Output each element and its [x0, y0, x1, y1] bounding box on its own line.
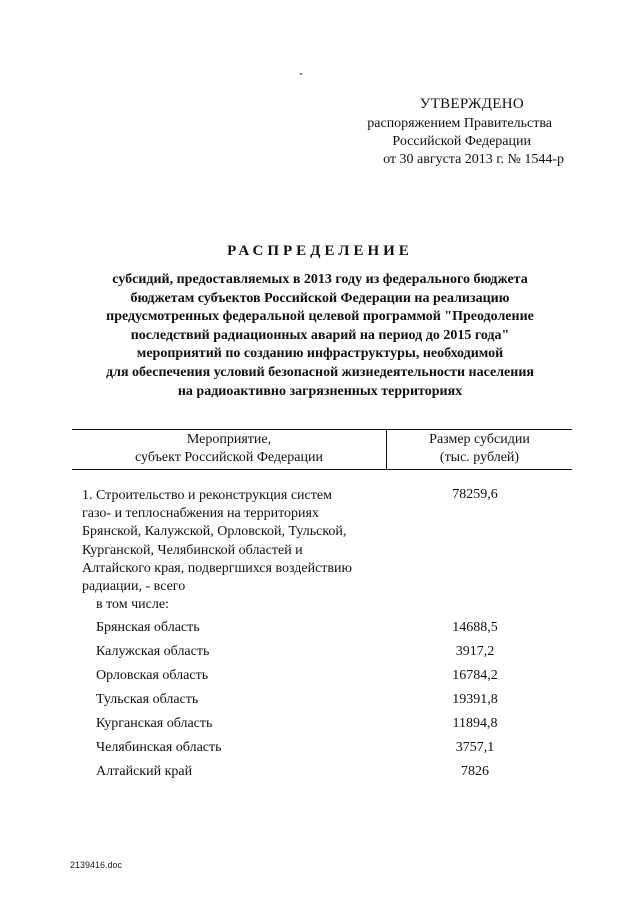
main-item-line: 1. Строительство и реконструкция систем: [82, 488, 332, 503]
row-region-name: Челябинская область: [96, 740, 222, 755]
file-name-footer: 2139416.doc: [70, 860, 123, 870]
main-item-line: радиации, - всего: [82, 579, 186, 595]
row-region-name: Калужская область: [96, 644, 210, 659]
table-row: [96, 692, 566, 712]
header-activity-line-2: субъект Российской Федерации: [135, 450, 323, 465]
row-subsidy-value: 16784,2: [452, 668, 498, 683]
main-item-line: Брянской, Калужской, Орловской, Тульской,: [82, 524, 347, 540]
table-row: [96, 764, 566, 784]
including-label: в том числе:: [96, 597, 169, 612]
table-row: [96, 644, 566, 664]
table-row: [96, 740, 566, 760]
row-subsidy-value: 14688,5: [452, 620, 498, 635]
row-region-name: Курганская область: [96, 716, 213, 731]
row-subsidy-value: 3757,1: [455, 740, 495, 755]
main-item-value: 78259,6: [452, 487, 498, 502]
row-subsidy-value: 7826: [461, 764, 489, 779]
row-region-name: Орловская область: [96, 668, 209, 683]
row-subsidy-value: 19391,8: [452, 692, 498, 707]
table-row: [96, 668, 566, 688]
table-row: [96, 716, 566, 736]
scan-speck: [300, 73, 302, 75]
approval-stamp: [304, 95, 564, 169]
main-item-line: Курганской, Челябинской областей и: [82, 542, 303, 558]
main-item-line: газо- и теплоснабжения на территориях: [82, 506, 319, 522]
subtitle-line: последствий радиационных аварий на период до 2015 года": [130, 327, 510, 343]
subtitle-line: мероприятий по созданию инфраструктуры, необходимой: [136, 346, 504, 362]
row-region-name: Тульская область: [96, 692, 199, 707]
header-subsidy-line-2: (тыс. рублей): [439, 450, 520, 465]
approval-line-3: от 30 августа 2013 г. № 1544-р: [383, 152, 564, 167]
subtitle-line: на радиоактивно загрязненных территориях: [177, 383, 463, 399]
row-subsidy-value: 3917,2: [455, 644, 495, 659]
table-row: [96, 620, 566, 640]
row-subsidy-value: 11894,8: [452, 716, 498, 731]
table-header-activity: [72, 431, 386, 467]
subtitle-line: для обеспечения условий безопасной жизнедеятельности населения: [106, 364, 534, 380]
main-item-description: [82, 487, 382, 596]
table-top-rule: [72, 429, 572, 430]
approval-heading: УТВЕРЖДЕНО: [419, 96, 524, 112]
document-title: РАСПРЕДЕЛЕНИЕ: [227, 243, 413, 259]
table-header-rule: [72, 469, 572, 470]
approval-line-2: Российской Федерации: [392, 134, 531, 149]
row-region-name: Брянская область: [96, 620, 200, 635]
table-header-subsidy: [387, 431, 572, 467]
main-item-line: Алтайского края, подвергшихся воздействию: [82, 560, 352, 576]
header-activity-line-1: Мероприятие,: [186, 432, 272, 447]
row-region-name: Алтайский край: [96, 764, 193, 779]
subtitle-line: бюджетам субъектов Российской Федерации на реализацию: [130, 290, 510, 306]
approval-line-1: распоряжением Правительства: [367, 116, 552, 131]
header-subsidy-line-1: Размер субсидии: [429, 432, 530, 447]
subtitle-line: субсидий, предоставляемых в 2013 году из федерального бюджета: [112, 272, 528, 287]
document-subtitle: [60, 271, 580, 401]
subtitle-line: предусмотренных федеральной целевой программой "Преодоление: [106, 309, 534, 325]
